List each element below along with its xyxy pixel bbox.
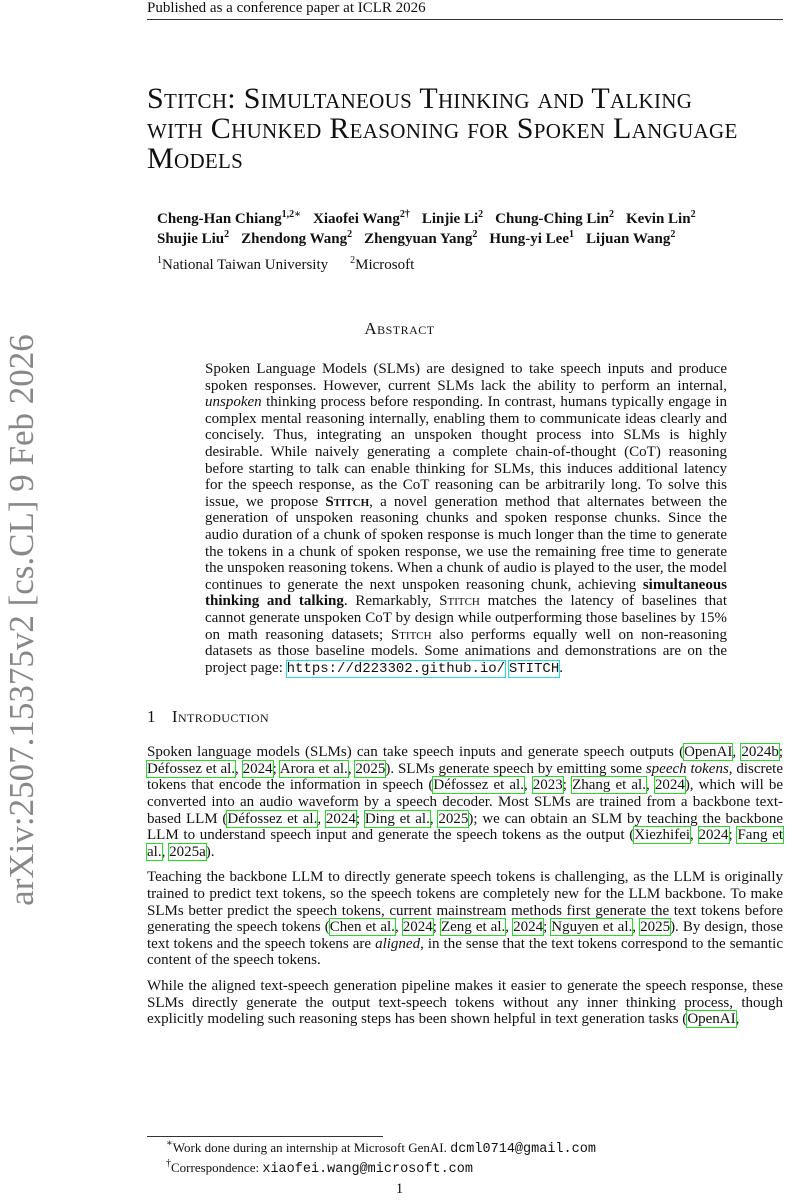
text-run: , [429, 810, 439, 827]
email-address: dcml0714@gmail.com [450, 1142, 596, 1157]
title-line: with Chunked Reasoning for Spoken Language [147, 112, 738, 145]
affiliation-name: National Taiwan University [162, 257, 329, 273]
main-content [0, 319, 799, 1037]
citation-link[interactable]: 2024b [741, 744, 779, 761]
email-address: xiaofei.wang@microsoft.com [262, 1162, 473, 1177]
citation-link[interactable]: 2024 [513, 919, 544, 936]
citation-link[interactable]: Ding et al. [364, 810, 430, 827]
citation-link[interactable]: Xiezhifei [634, 827, 691, 844]
paper-title [147, 84, 797, 174]
footnote [166, 1159, 596, 1179]
author-affiliation-mark: 1 [569, 229, 574, 240]
text-run: , in the sense that the text tokens correspond to the semantic content of the speech tokens. [147, 935, 784, 969]
citation-link[interactable]: 2024 [325, 810, 356, 827]
citation-link[interactable]: OpenAI [684, 744, 733, 761]
text-run: ). [205, 843, 215, 860]
author [157, 209, 301, 229]
text-run: ); we can obtain an SLM by teaching the backbone LLM to understand speech input and generate the speech tokens as the output ( [147, 810, 784, 844]
affiliations [157, 256, 436, 274]
citation-link[interactable]: Zeng et al. [440, 919, 506, 936]
text-run: , [690, 827, 699, 844]
text-run: ), which will be converted into an audio waveform by a speech decoder. Most SLMs are trained from a backbone text-based LLM ( [147, 777, 783, 827]
text-run: Teaching the backbone LLM to directly generate speech tokens is challenging, as the LLM is originally trained to predict text tokens, so the speech tokens are completely new for the LLM backbone. To make SLMs better predict the speech tokens, current mainstream methods first generate the text tokens before generating the speech tokens ( [147, 869, 783, 936]
paragraph [147, 869, 783, 969]
author-affiliation-mark: 2 [670, 229, 676, 240]
emphasis: aligned [375, 935, 421, 952]
method-name: Stitch [325, 493, 370, 510]
section-title: Introduction [171, 707, 270, 727]
section-number: 1 [147, 707, 156, 727]
text-run: . Remarkably, [343, 593, 440, 610]
arxiv-stamp: arXiv:2507.15375v2 [cs.CL] 9 Feb 2026 [2, 334, 41, 906]
author [422, 209, 483, 229]
author [495, 209, 614, 229]
text-run: . [559, 659, 563, 676]
text-run: , a novel generation method that alternates between the generation of unspoken reasoning chunks and spoken response chunks. Since the audio duration of a chunk of spoken response is much longer than the time to generate the tokens in a chunk of spoken response, we use the remaining free time to generate the unspoken reasoning tokens. When a chunk of audio is played to the user, the model continues to generate the next unspoken reasoning chunk, achieving [205, 493, 727, 593]
text-run: matches the latency of baselines that cannot generate unspoken CoT by design while outperforming those baselines by 15% on math reasoning datasets; [205, 593, 727, 643]
page-number: 1 [395, 1181, 404, 1197]
text-run: , [317, 810, 326, 827]
author [586, 229, 675, 249]
author-list [157, 209, 797, 249]
affiliation-mark: 2 [350, 255, 356, 266]
author-name: Hung-yi Lee [489, 231, 569, 247]
author [489, 229, 574, 249]
author-name: Xiaofei Wang [313, 211, 400, 227]
affiliation [350, 257, 414, 273]
citation-link[interactable]: 2023 [532, 777, 563, 794]
text-run: ; [562, 777, 573, 794]
emphasis: speech tokens [645, 760, 729, 777]
text-run: , [735, 1011, 740, 1028]
author [626, 209, 696, 229]
footnote-rule [147, 1136, 383, 1137]
citation-link[interactable]: Chen et al. [329, 919, 395, 936]
footnote [166, 1139, 596, 1159]
author-affiliation-mark: 2 [608, 209, 614, 220]
emphasis: unspoken [205, 394, 262, 411]
header-rule [147, 19, 783, 20]
text-run: , [523, 777, 533, 794]
citation-link[interactable]: 2025 [640, 919, 671, 936]
running-head: Published as a conference paper at ICLR 2026 [147, 0, 426, 16]
abstract-heading: Abstract [364, 319, 435, 338]
text-run: ; [728, 827, 738, 844]
author-affiliation-mark: 2 [478, 209, 484, 220]
footnote-mark: ∗ [166, 1138, 173, 1149]
citation-link[interactable]: 2024 [402, 919, 433, 936]
text-run: , [505, 919, 514, 936]
citation-link[interactable]: 2025a [169, 843, 206, 860]
citation-link[interactable]: Arora et al. [279, 760, 348, 777]
citation-link[interactable]: Zhang et al. [572, 777, 646, 794]
text-run: , [645, 777, 655, 794]
author-affiliation-mark: 2 [472, 229, 478, 240]
paragraph [147, 744, 783, 860]
text-run: , [732, 744, 742, 761]
text-run: also performs equally well on non-reasoning datasets as those baseline models. Some animations and demonstrations are on the project page: [205, 626, 727, 676]
introduction-body [147, 744, 783, 1028]
affiliation-name: Microsoft [355, 257, 415, 273]
author-name: Cheng-Han Chiang [157, 211, 282, 227]
citation-link[interactable]: Défossez et al. [227, 810, 318, 827]
affiliation [157, 257, 328, 273]
title-line: Models [147, 142, 244, 175]
text-run: While the aligned text-speech generation pipeline makes it easier to generate the speech response, these SLMs directly generate the output text-speech tokens without any inner thinking process, though explicitly modeling such reasoning steps has been shown helpful in text generation tasks ( [147, 978, 783, 1028]
text-run: ; [355, 810, 365, 827]
footnote-mark: † [166, 1158, 171, 1169]
bold-text: simultaneous thinking and talking [205, 576, 727, 610]
author-name: Shujie Liu [157, 231, 225, 247]
title-line: Stitch: Simultaneous Thinking and Talking [147, 82, 693, 115]
text-run: Spoken language models (SLMs) can take speech inputs and generate speech outputs ( [147, 744, 685, 761]
author [241, 229, 352, 249]
section-heading-introduction [147, 707, 799, 727]
citation-link[interactable]: OpenAI [687, 1011, 736, 1028]
text-run: ). SLMs generate speech by emitting some [385, 760, 646, 777]
author [313, 209, 410, 229]
text-run: , discrete tokens that encode the information in speech ( [147, 760, 784, 794]
text-run: ). By design, those text tokens and the speech tokens are [147, 919, 784, 952]
citation-link[interactable]: 2024 [242, 760, 273, 777]
text-run: , [161, 843, 170, 860]
citation-link[interactable]: 2024 [698, 827, 729, 844]
text-run: , [347, 760, 356, 777]
text-run: ; [778, 744, 783, 761]
text-run: , [632, 919, 641, 936]
footnotes [166, 1139, 596, 1179]
author-name: Lijuan Wang [586, 231, 671, 247]
citation-link[interactable]: 2025 [438, 810, 469, 827]
project-url-link[interactable]: https://d223302.github.io/ [286, 660, 506, 677]
affiliation-mark: 1 [157, 255, 162, 266]
author [364, 229, 477, 249]
citation-link[interactable]: Nguyen et al. [551, 919, 633, 936]
citation-link[interactable]: 2025 [355, 760, 386, 777]
author-name: Linjie Li [421, 211, 479, 227]
author-name: Chung-Ching Lin [495, 211, 609, 227]
footnote-text: Work done during an internship at Microsoft GenAI. [172, 1140, 451, 1155]
text-run: ; [543, 919, 552, 936]
method-name: Stitch [390, 626, 432, 643]
text-run: ; [432, 919, 441, 936]
text-run: thinking process before responding. In contrast, humans typically engage in complex mental reasoning internally, enabling them to communicate ideas clearly and concisely. Thus, integrating an unspoken thought process into SLMs is highly desirable. While naively generating a complete chain-of-thought (CoT) reasoning before starting to talk can enable thinking for SLMs, this induces additional latency for the speech response, as the CoT reasoning can be arbitrarily long. To solve this issue, we propose [205, 394, 727, 510]
abstract-body [205, 361, 727, 677]
paragraph [147, 978, 783, 1028]
author-name: Kevin Lin [625, 211, 691, 227]
citation-link[interactable]: Défossez et al. [433, 777, 524, 794]
project-url-link[interactable]: STITCH [508, 660, 560, 677]
citation-link[interactable]: 2024 [654, 777, 685, 794]
text-run: , [394, 919, 403, 936]
text-run: , [235, 760, 243, 777]
author-affiliation-mark: 1,2∗ [281, 209, 302, 220]
text-run: Spoken Language Models (SLMs) are designed to take speech inputs and produce spoken responses. However, current SLMs lack the ability to perform an internal, [205, 361, 727, 394]
author-affiliation-mark: 2† [399, 209, 410, 220]
citation-link[interactable]: Fang et al. [147, 827, 783, 860]
author-affiliation-mark: 2 [224, 229, 230, 240]
author-affiliation-mark: 2 [690, 209, 696, 220]
text-run: ; [272, 760, 280, 777]
method-name: Stitch [439, 593, 480, 610]
author [157, 229, 229, 249]
author-name: Zhengyuan Yang [364, 231, 473, 247]
author-affiliation-mark: 2 [347, 229, 353, 240]
citation-link[interactable]: Défossez et al. [147, 760, 236, 777]
author-name: Zhendong Wang [241, 231, 348, 247]
footnote-text: Correspondence: [171, 1160, 263, 1175]
